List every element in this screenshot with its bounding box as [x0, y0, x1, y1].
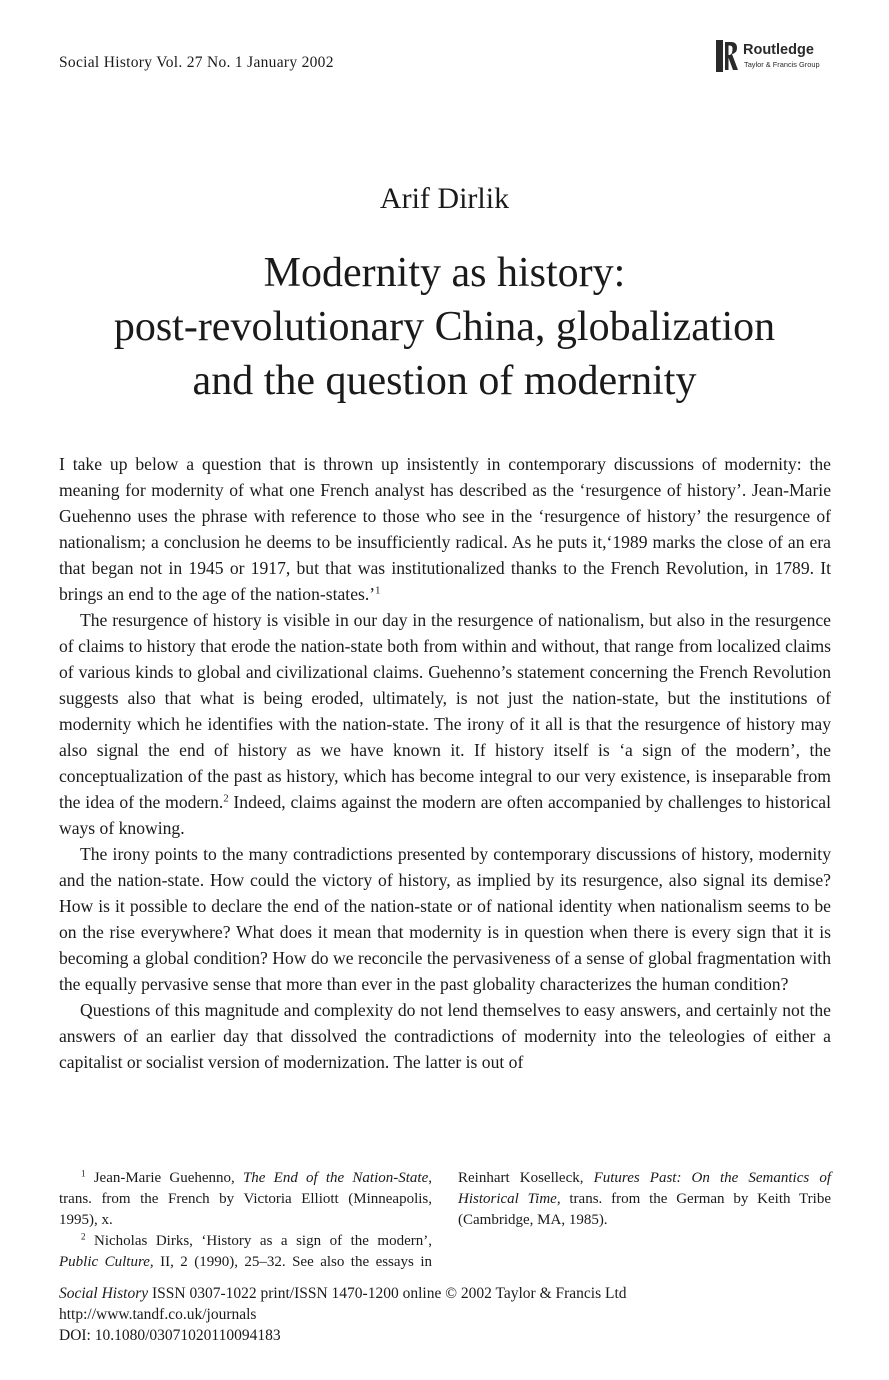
- footnote-text: Jean-Marie Guehenno,: [85, 1170, 243, 1186]
- paragraph-3: The irony points to the many contradictions presented by contemporary discussions of history, modernity and the nation-state. How could the victory of history, as implied by its resurgence, also signal its demise? How is it possible to declare the end of the nation-state or of national identity when nationalism seems to be on the rise everywhere? What does it mean that modernity is in question when there is every sign that it is becoming a global condition? How do we reconcile the pervasiveness of a sense of global fragmentation with the equally pervasive sense that more than ever in the past globality characterizes the human condition?: [59, 844, 831, 994]
- paragraph-2: [59, 607, 831, 841]
- imprint: [59, 1283, 627, 1346]
- imprint-issn-line: [59, 1283, 627, 1304]
- footnote-work-title: Futures Past: On the Semantics of Historical Time: [458, 1170, 831, 1207]
- footnote-text: , II, 2 (1990), 25–32. See also the essays in Reinhart Koselleck,: [149, 1170, 594, 1270]
- footnote-text: , trans. from the German by Keith Tribe (Cambridge, MA, 1985).: [458, 1191, 831, 1228]
- paragraph-text: Indeed, claims against the modern are often accompanied by challenges to historical ways of knowing.: [59, 792, 831, 838]
- footnote-journal-title: Public Culture: [59, 1254, 150, 1270]
- imprint-doi[interactable]: DOI: 10.1080/03071020110094183: [59, 1327, 281, 1344]
- footnote-work-title: The End of the Nation-State: [242, 1170, 429, 1186]
- title-line: Modernity as history:: [263, 250, 626, 296]
- running-head: Social History Vol. 27 No. 1 January 2002: [59, 54, 334, 71]
- footnote-ref[interactable]: 1: [375, 585, 381, 597]
- routledge-logo-icon: [716, 40, 740, 72]
- logo-subtitle: Taylor & Francis Group: [744, 60, 820, 69]
- imprint-issn: ISSN 0307-1022 print/ISSN 1470-1200 online © 2002 Taylor & Francis Ltd: [148, 1285, 627, 1302]
- footnote-1: [59, 1168, 432, 1231]
- paragraph-4: Questions of this magnitude and complexity do not lend themselves to easy answers, and certainly not the answers of an earlier day that dissolved the contradictions of modernity into the teleologies of either a capitalist or socialist version of modernization. The latter is out of: [59, 1000, 831, 1072]
- title-line: post-revolutionary China, globalization: [113, 304, 776, 350]
- title-line: and the question of modernity: [192, 358, 697, 404]
- imprint-journal: Social History: [59, 1285, 149, 1302]
- article-body: [59, 451, 831, 1075]
- footnote-text: , trans. from the French by Victoria Elliott (Minneapolis, 1995), x.: [59, 1170, 432, 1228]
- paragraph-text: The resurgence of history is visible in our day in the resurgence of nationalism, but also in the resurgence of claims to history that erode the nation-state both from within and without, that range from localized claims of various kinds to global and civilizational claims. Guehenno’s statement concerning the French Revolution suggests also that what is being eroded, ultimately, is not just the nation-state, but the institutions of modernity which he identifies with the nation-state. The irony of it all is that the resurgence of history may also signal the end of history as we have known it. If history itself is ‘a sign of the modern’, the conceptualization of the past as history, which has become integral to our very existence, is inseparable from the idea of the modern.: [59, 610, 831, 812]
- paragraph-text: I take up below a question that is thrown up insistently in contemporary discussions of modernity: the meaning for modernity of what one French analyst has described as the ‘resurgence of history’. Jean-Marie Guehenno uses the phrase with reference to those who see in the ‘resurgence of history’ the resurgence of nationalism; a conclusion he deems to be insufficiently radical. As he puts it,‘1989 marks the close of an era that began not in 1945 or 1917, but that was institutionalized thanks to the French Revolution, in 1789. It brings an end to the age of the nation-states.’: [59, 454, 831, 604]
- footnotes: [59, 1168, 831, 1273]
- article-title: [40, 246, 849, 408]
- logo-brand: Routledge: [743, 42, 814, 58]
- footnote-ref[interactable]: 2: [223, 793, 229, 805]
- footnote-mark: 2: [81, 1231, 86, 1242]
- article-author: Arif Dirlik: [379, 182, 510, 215]
- publisher-logo: [716, 40, 836, 74]
- footnote-mark: 1: [81, 1168, 86, 1179]
- imprint-url[interactable]: http://www.tandf.co.uk/journals: [59, 1306, 257, 1323]
- paragraph-1: [59, 451, 831, 607]
- footnote-text: Nicholas Dirks, ‘History as a sign of the modern’,: [85, 1233, 432, 1249]
